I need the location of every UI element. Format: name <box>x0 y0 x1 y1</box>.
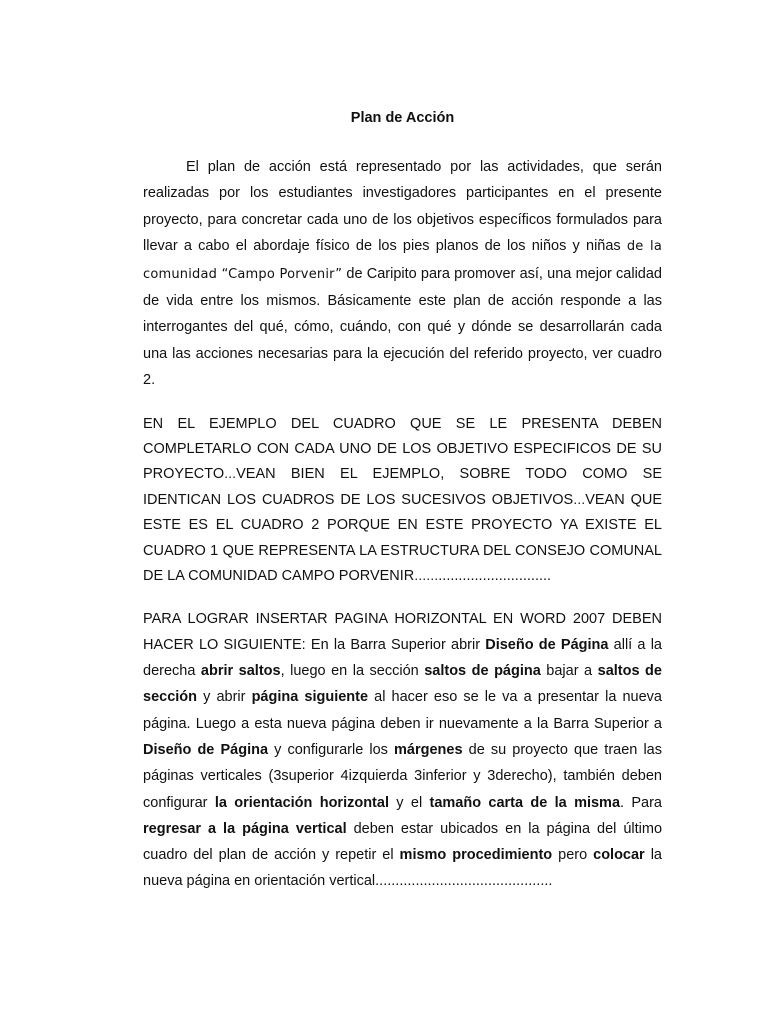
p3-text-3: , luego en la sección <box>280 663 425 680</box>
p2-ellipsis-3: …… <box>414 569 439 584</box>
p2-ellipsis-1: … <box>224 467 237 482</box>
p1-community-name: de la comunidad “Campo Porvenir” <box>143 239 662 282</box>
paragraph-plan-description <box>143 154 662 394</box>
p1-text-2: de Caripito para promover así, una mejor calidad de vida entre los mismos. Básicamente este plan de acción responde a las interrogantes del qué, cómo, cuándo, con qué y dónde se desarrollarán cada una las acciones necesarias para la ejecución del referido proyecto, ver cuadro 2. <box>143 265 662 389</box>
p3-bold-8: la orientación horizontal <box>214 794 389 811</box>
p3-bold-11: mismo procedimiento <box>399 847 553 864</box>
p3-bold-3: saltos de página <box>424 663 541 680</box>
p3-bold-9: tamaño carta de la misma <box>429 794 621 811</box>
p3-text-7: y configurarle los <box>268 741 395 758</box>
p2-text-3: VEAN QUE ESTE ES EL CUADRO 2 PORQUE EN ESTE PROYECTO YA EXISTE EL CUADRO 1 QUE REPRESENTA LA ESTRUCTURA DEL CONSEJO COMUNAL DE LA COMUNIDAD CAMPO PORVENIR <box>143 491 663 585</box>
p3-text-4: bajar a <box>540 663 598 680</box>
paragraph-example-instructions <box>143 412 662 590</box>
p3-text-12: pero <box>552 847 594 864</box>
p3-text-11: deben estar ubicados en la página del último cuadro del plan de acción y repetir el <box>143 820 663 864</box>
p3-text-6: al hacer eso se le va a presentar la nueva página. Luego a esta nueva página deben ir nuevamente a la Barra Superior a <box>143 689 662 732</box>
p3-text-9: y el <box>388 794 430 811</box>
p3-text-2: allí a la derecha <box>143 636 662 680</box>
p3-bold-1: Diseño de Página <box>485 636 609 653</box>
p3-bold-10: regresar a la página vertical <box>143 820 347 837</box>
p2-text-2: VEAN BIEN EL EJEMPLO, SOBRE TODO COMO SE IDENTICAN LOS CUADROS DE LOS SUCESIVOS OBJETIVOS <box>143 466 662 508</box>
p3-text-5: y abrir <box>197 689 252 706</box>
p3-bold-12: colocar <box>593 847 645 864</box>
p3-text-1: PARA LOGRAR INSERTAR PAGINA HORIZONTAL EN WORD 2007 DEBEN HACER LO SIGUIENTE: En la Barra Superior abrir <box>143 610 662 653</box>
p2-text-1: EN EL EJEMPLO DEL CUADRO QUE SE LE PRESENTA DEBEN COMPLETARLO CON CADA UNO DE LOS OBJETIVO ESPECIFICOS DE SU PROYECTO <box>143 415 662 483</box>
p2-ellipsis-2: … <box>573 492 586 507</box>
p3-bold-2: abrir saltos <box>200 663 281 680</box>
p3-bold-7: márgenes <box>394 741 463 758</box>
p3-text-13: la nueva página en orientación vertical............................................ <box>143 847 662 890</box>
p3-text-10: . Para <box>620 794 662 811</box>
document-page <box>143 100 662 895</box>
paragraph-word-instructions <box>143 606 662 895</box>
p3-text-8: de su proyecto que traen las páginas verticales (3superior 4izquierda 3inferior y 3derecho), también deben configurar <box>143 741 662 811</box>
document-title: Plan de Acción <box>350 110 455 126</box>
p3-bold-6: Diseño de Página <box>143 741 269 758</box>
p1-text-1: El plan de acción está representado por las actividades, que serán realizadas por los estudiantes investigadores participantes en el presente proyecto, para concretar cada uno de los objetivos específicos formulados para llevar a cabo el abordaje físico de los pies planos de los niños y niñas <box>143 159 662 255</box>
p3-bold-4: saltos de sección <box>143 663 662 706</box>
p3-bold-5: página siguiente <box>251 689 369 706</box>
p2-dots: ............................ <box>438 568 552 585</box>
